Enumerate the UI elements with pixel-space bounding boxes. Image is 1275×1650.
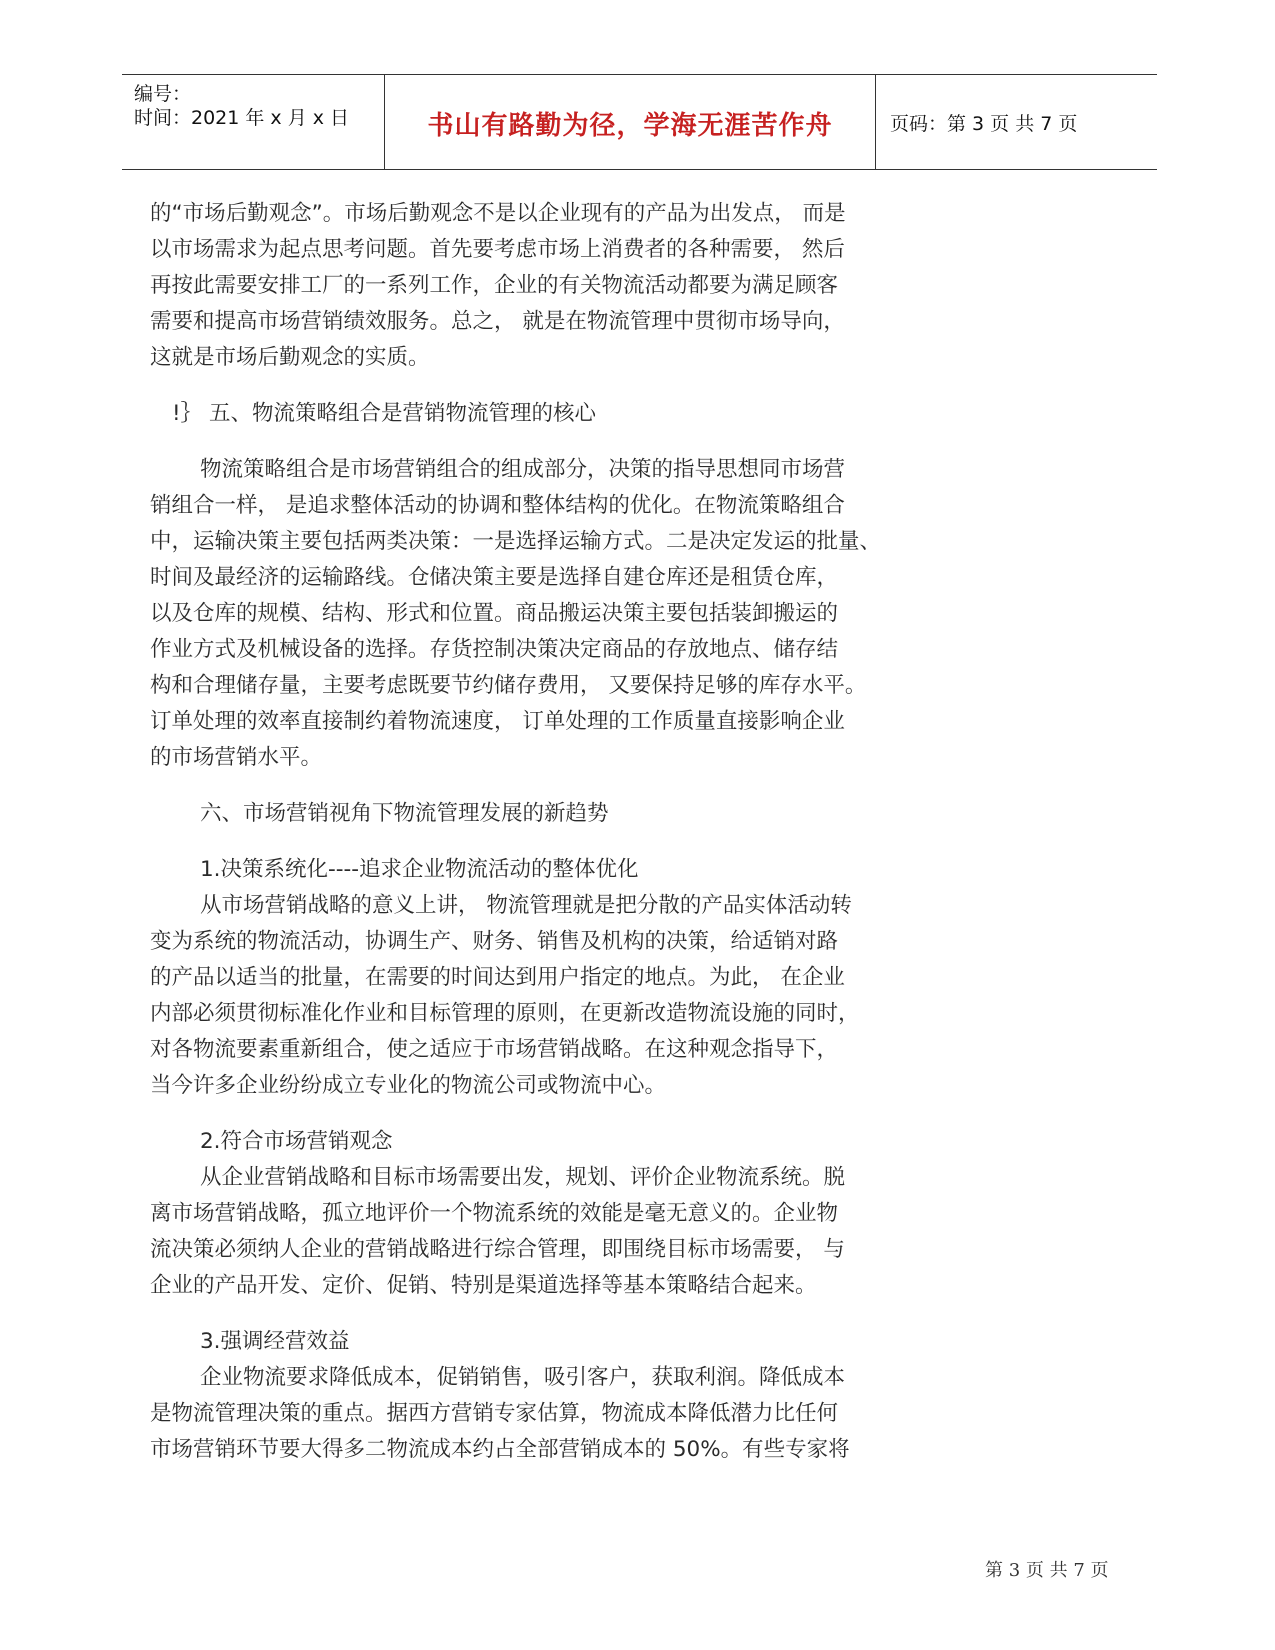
- paragraph-line: 对各物流要素重新组合，使之适应于市场营销战略。在这种观念指导下，: [150, 1037, 839, 1062]
- paragraph-marketing-concept: [150, 1160, 970, 1304]
- paragraph-line: 当今许多企业纷纷成立专业化的物流公司或物流中心。: [150, 1073, 667, 1098]
- paragraph-line: 市场营销环节要大得多二物流成本约占全部营销成本的 50%。有些专家将: [150, 1437, 850, 1462]
- section-heading-6: 六、市场营销视角下物流管理发展的新趋势: [200, 801, 609, 826]
- subsection-title-2: 2.符合市场营销观念: [200, 1129, 393, 1154]
- paragraph-line: 订单处理的效率直接制约着物流速度， 订单处理的工作质量直接影响企业: [150, 709, 845, 734]
- paragraph-line: 企业的产品开发、定价、促销、特别是渠道选择等基本策略结合起来。: [150, 1273, 817, 1298]
- paragraph-line: 内部必须贯彻标准化作业和目标管理的原则，在更新改造物流设施的同时，: [150, 1001, 860, 1026]
- paragraph-efficiency: [150, 1360, 970, 1468]
- paragraph-systematization: [150, 888, 970, 1104]
- paragraph-line: 是物流管理决策的重点。据西方营销专家估算，物流成本降低潜力比任何: [150, 1401, 839, 1426]
- header-page-cell: [876, 75, 1157, 169]
- paragraph-line: 企业物流要求降低成本，促销销售，吸引客户，获取利润。降低成本: [200, 1365, 846, 1390]
- page-footer: 第 3 页 共 7 页: [985, 1560, 1109, 1581]
- document-number-label: 编号：: [134, 83, 192, 105]
- paragraph-line: 需要和提高市场营销绩效服务。总之， 就是在物流管理中贯彻市场导向，: [150, 309, 845, 334]
- paragraph-line: 变为系统的物流活动，协调生产、财务、销售及机构的决策，给适销对路: [150, 929, 839, 954]
- paragraph-line: 再按此需要安排工厂的一系列工作，企业的有关物流活动都要为满足顾客: [150, 273, 839, 298]
- paragraph-line: 时间及最经济的运输路线。仓储决策主要是选择自建仓库还是租赁仓库，: [150, 565, 839, 590]
- section-heading-5: !｝ 五、物流策略组合是营销物流管理的核心: [172, 401, 596, 426]
- paragraph-line: 从市场营销战略的意义上讲， 物流管理就是把分散的产品实体活动转: [200, 893, 852, 918]
- paragraph-line: 流决策必须纳人企业的营销战略进行综合管理，即围绕目标市场需要， 与: [150, 1237, 845, 1262]
- subsection-title-3: 3.强调经营效益: [200, 1329, 350, 1354]
- header-motto: 书山有路勤为径，学海无涯苦作舟: [427, 111, 833, 141]
- paragraph-line: 这就是市场后勤观念的实质。: [150, 345, 430, 370]
- header-meta-cell: [122, 75, 385, 169]
- paragraph-line: 的产品以适当的批量，在需要的时间达到用户指定的地点。为此， 在企业: [150, 965, 845, 990]
- header-page-number: 页码：第 3 页 共 7 页: [890, 113, 1078, 135]
- paragraph-strategy-mix: [150, 452, 970, 776]
- paragraph-line: 中，运输决策主要包括两类决策：一是选择运输方式。二是决定发运的批量、: [150, 529, 882, 554]
- paragraph-line: 销组合一样， 是追求整体活动的协调和整体结构的优化。在物流策略组合: [150, 493, 845, 518]
- paragraph-line: 构和合理储存量，主要考虑既要节约储存费用， 又要保持足够的库存水平。: [150, 673, 867, 698]
- subsection-title-1: 1.决策系统化----追求企业物流活动的整体优化: [200, 857, 639, 882]
- paragraph-line: 的市场营销水平。: [150, 745, 323, 770]
- header-motto-cell: [385, 75, 876, 169]
- paragraph-line: 的“市场后勤观念”。市场后勤观念不是以企业现有的产品为出发点， 而是: [150, 201, 846, 226]
- paragraph-market-logistics: [150, 196, 970, 376]
- paragraph-line: 作业方式及机械设备的选择。存货控制决策决定商品的存放地点、储存结: [150, 637, 839, 662]
- paragraph-line: 以市场需求为起点思考问题。首先要考虑市场上消费者的各种需要， 然后: [150, 237, 845, 262]
- page-header: [122, 74, 1157, 170]
- paragraph-line: 物流策略组合是市场营销组合的组成部分，决策的指导思想同市场营: [200, 457, 846, 482]
- document-time-label: 时间：2021 年 x 月 x 日: [134, 107, 350, 129]
- paragraph-line: 从企业营销战略和目标市场需要出发，规划、评价企业物流系统。脱: [200, 1165, 846, 1190]
- paragraph-line: 以及仓库的规模、结构、形式和位置。商品搬运决策主要包括装卸搬运的: [150, 601, 839, 626]
- document-body: [150, 196, 970, 1468]
- paragraph-line: 离市场营销战略，孤立地评价一个物流系统的效能是毫无意义的。企业物: [150, 1201, 839, 1226]
